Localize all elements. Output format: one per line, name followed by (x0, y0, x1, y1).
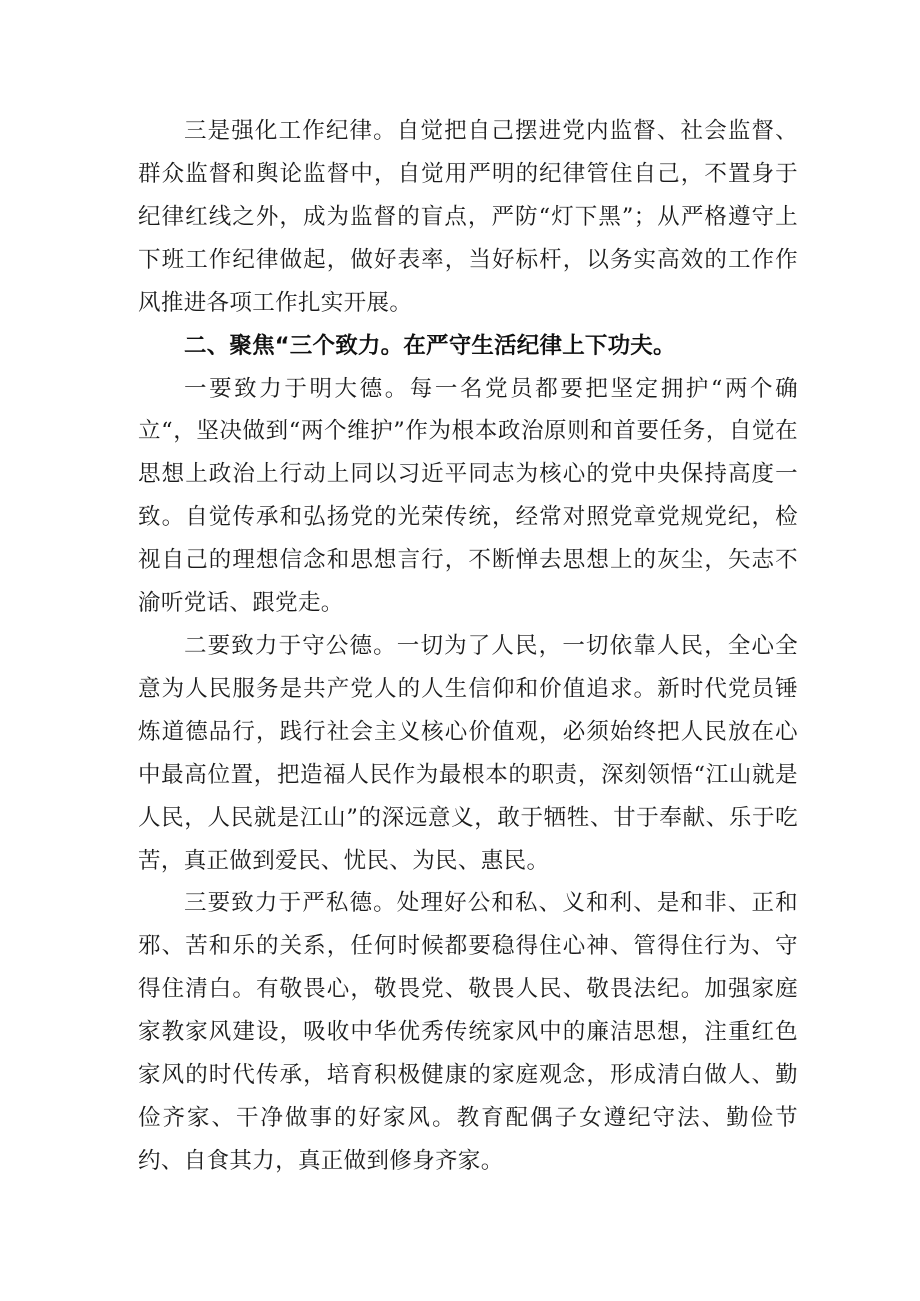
paragraph-great-virtue: 一要致力于明大德。每一名党员都要把坚定拥护“两个确立“，坚决做到“两个维护”作为根本政治原则和首要任务，自觉在思想上政治上行动上同以习近平同志为核心的党中央保持高度一致。自觉传承和弘扬党的光荣传统，经常对照党章党规党纪，检视自己的理想信念和思想言行，不断惮去思想上的灰尘，矢志不渝听党话、跟党走。 (138, 375, 798, 617)
paragraph-public-virtue: 二要致力于守公德。一切为了人民，一切依靠人民，全心全意为人民服务是共产党人的人生信仰和价值追求。新时代党员锤炼道德品行，践行社会主义核心价值观，必须始终把人民放在心中最高位置，把造福人民作为最根本的职责，深刻领悟“江山就是人民，人民就是江山”的深远意义，敢于牺牲、甘于奉献、乐于吃苦，真正做到爱民、忧民、为民、惠民。 (138, 632, 798, 874)
section-heading-life-discipline: 二、聚焦“三个致力。在严守生活纪律上下功夫。 (184, 332, 676, 359)
paragraph-work-discipline: 三是强化工作纪律。自觉把自己摆进党内监督、社会监督、群众监督和舆论监督中，自觉用严明的纪律管住自己，不置身于纪律红线之外，成为监督的盲点，严防“灯下黑”；从严格遵守上下班工作纪律做起，做好表率，当好标杆，以务实高效的工作作风推进各项工作扎实开展。 (138, 118, 798, 316)
document-body (138, 110, 798, 1183)
paragraph-private-virtue: 三要致力于严私德。处理好公和私、义和利、是和非、正和邪、苦和乐的关系，任何时候都要稳得住心神、管得住行为、守得住清白。有敬畏心，敬畏党、敬畏人民、敬畏法纪。加强家庭家教家风建设，吸收中华优秀传统家风中的廉洁思想，注重红色家风的时代传承，培育积极健康的家庭观念，形成清白做人、勤俭齐家、干净做事的好家风。教育配偶子女遵纪守法、勤俭节约、自食其力，真正做到修身齐家。 (138, 890, 798, 1174)
